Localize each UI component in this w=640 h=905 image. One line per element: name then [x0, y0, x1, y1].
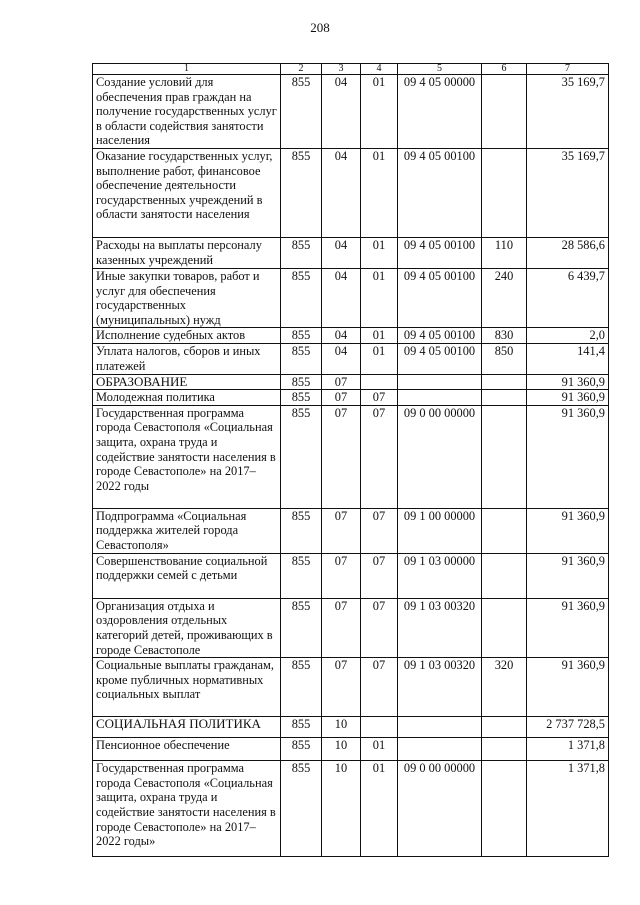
section-cell: 04	[322, 344, 361, 374]
table-row	[93, 238, 609, 269]
amount-cell: 141,4	[527, 344, 609, 374]
ministry-code-cell: 855	[281, 738, 322, 761]
column-number: 2	[281, 64, 322, 75]
expense-type-cell	[482, 390, 527, 406]
amount-cell: 91 360,9	[527, 598, 609, 657]
row-name-cell: Оказание государственных услуг, выполнение работ, финансовое обеспечение деятельности государственных учреждений в области занятости населения	[93, 149, 281, 238]
ministry-code-cell: 855	[281, 553, 322, 598]
table-row	[93, 508, 609, 553]
section-cell: 07	[322, 553, 361, 598]
subsection-cell: 01	[361, 149, 398, 238]
section-cell: 04	[322, 75, 361, 149]
row-name-cell: Уплата налогов, сборов и иных платежей	[93, 344, 281, 374]
amount-cell: 91 360,9	[527, 553, 609, 598]
table-row	[93, 405, 609, 508]
subsection-cell: 07	[361, 390, 398, 406]
amount-cell: 6 439,7	[527, 269, 609, 328]
subsection-cell: 01	[361, 75, 398, 149]
subsection-cell: 01	[361, 238, 398, 269]
ministry-code-cell: 855	[281, 598, 322, 657]
subsection-cell: 01	[361, 344, 398, 374]
subsection-cell: 01	[361, 761, 398, 857]
target-article-cell: 09 4 05 00100	[398, 269, 482, 328]
row-name-cell: ОБРАЗОВАНИЕ	[93, 374, 281, 390]
row-name-cell: Расходы на выплаты персоналу казенных учреждений	[93, 238, 281, 269]
target-article-cell: 09 1 03 00320	[398, 598, 482, 657]
ministry-code-cell: 855	[281, 761, 322, 857]
amount-cell: 91 360,9	[527, 405, 609, 508]
target-article-cell: 09 0 00 00000	[398, 761, 482, 857]
amount-cell: 28 586,6	[527, 238, 609, 269]
section-cell: 04	[322, 238, 361, 269]
expense-type-cell	[482, 553, 527, 598]
expense-type-cell: 320	[482, 658, 527, 717]
amount-cell: 91 360,9	[527, 390, 609, 406]
amount-cell: 1 371,8	[527, 738, 609, 761]
expense-type-cell	[482, 405, 527, 508]
table-row	[93, 717, 609, 738]
row-name-cell: Социальные выплаты гражданам, кроме публичных нормативных социальных выплат	[93, 658, 281, 717]
row-name-cell: Совершенствование социальной поддержки семей с детьми	[93, 553, 281, 598]
subsection-cell: 01	[361, 328, 398, 344]
expense-type-cell: 830	[482, 328, 527, 344]
ministry-code-cell: 855	[281, 149, 322, 238]
column-number: 1	[93, 64, 281, 75]
section-cell: 07	[322, 658, 361, 717]
section-cell: 07	[322, 598, 361, 657]
target-article-cell: 09 4 05 00100	[398, 149, 482, 238]
page-number: 208	[310, 20, 330, 35]
row-name-cell: Государственная программа города Севастополя «Социальная защита, охрана труда и содействие занятости населения в городе Севастополе» на 2017–2022 годы	[93, 405, 281, 508]
expense-type-cell	[482, 761, 527, 857]
table-row	[93, 269, 609, 328]
section-cell: 10	[322, 761, 361, 857]
table-row	[93, 149, 609, 238]
row-name-cell: СОЦИАЛЬНАЯ ПОЛИТИКА	[93, 717, 281, 738]
expense-type-cell	[482, 374, 527, 390]
expense-type-cell	[482, 149, 527, 238]
ministry-code-cell: 855	[281, 658, 322, 717]
section-cell: 04	[322, 149, 361, 238]
subsection-cell: 07	[361, 598, 398, 657]
row-name-cell: Молодежная политика	[93, 390, 281, 406]
subsection-cell: 07	[361, 658, 398, 717]
table-row	[93, 598, 609, 657]
ministry-code-cell: 855	[281, 405, 322, 508]
target-article-cell	[398, 738, 482, 761]
table-row	[93, 761, 609, 857]
ministry-code-cell: 855	[281, 390, 322, 406]
amount-cell: 1 371,8	[527, 761, 609, 857]
subsection-cell	[361, 374, 398, 390]
subsection-cell: 01	[361, 269, 398, 328]
target-article-cell: 09 4 05 00100	[398, 238, 482, 269]
ministry-code-cell: 855	[281, 717, 322, 738]
expense-type-cell: 240	[482, 269, 527, 328]
row-name-cell: Государственная программа города Севастополя «Социальная защита, охрана труда и содействие занятости населения в городе Севастополе» на 2017–2022 годы»	[93, 761, 281, 857]
amount-cell: 91 360,9	[527, 374, 609, 390]
expense-type-cell	[482, 738, 527, 761]
amount-cell: 2,0	[527, 328, 609, 344]
table-row	[93, 344, 609, 374]
section-cell: 10	[322, 717, 361, 738]
subsection-cell: 01	[361, 738, 398, 761]
target-article-cell	[398, 374, 482, 390]
row-name-cell: Организация отдыха и оздоровления отдельных категорий детей, проживающих в городе Севастополе	[93, 598, 281, 657]
row-name-cell: Создание условий для обеспечения прав граждан на получение государственных услуг в области содействия занятости населения	[93, 75, 281, 149]
column-number: 5	[398, 64, 482, 75]
section-cell: 07	[322, 405, 361, 508]
ministry-code-cell: 855	[281, 508, 322, 553]
row-name-cell: Подпрограмма «Социальная поддержка жителей города Севастополя»	[93, 508, 281, 553]
subsection-cell: 07	[361, 508, 398, 553]
row-name-cell: Исполнение судебных актов	[93, 328, 281, 344]
section-cell: 10	[322, 738, 361, 761]
ministry-code-cell: 855	[281, 374, 322, 390]
column-number: 4	[361, 64, 398, 75]
column-number-row	[93, 64, 609, 75]
target-article-cell	[398, 390, 482, 406]
expense-type-cell	[482, 75, 527, 149]
row-name-cell: Пенсионное обеспечение	[93, 738, 281, 761]
ministry-code-cell: 855	[281, 75, 322, 149]
amount-cell: 91 360,9	[527, 658, 609, 717]
section-cell: 04	[322, 328, 361, 344]
table-row	[93, 75, 609, 149]
ministry-code-cell: 855	[281, 328, 322, 344]
table-row	[93, 553, 609, 598]
expense-type-cell: 110	[482, 238, 527, 269]
amount-cell: 35 169,7	[527, 149, 609, 238]
table-row	[93, 738, 609, 761]
target-article-cell: 09 4 05 00000	[398, 75, 482, 149]
table-row	[93, 328, 609, 344]
expense-type-cell	[482, 508, 527, 553]
target-article-cell: 09 1 03 00000	[398, 553, 482, 598]
column-number: 7	[527, 64, 609, 75]
column-number: 6	[482, 64, 527, 75]
target-article-cell: 09 1 03 00320	[398, 658, 482, 717]
target-article-cell: 09 4 05 00100	[398, 328, 482, 344]
section-cell: 07	[322, 508, 361, 553]
target-article-cell: 09 4 05 00100	[398, 344, 482, 374]
ministry-code-cell: 855	[281, 344, 322, 374]
section-cell: 07	[322, 374, 361, 390]
expense-type-cell: 850	[482, 344, 527, 374]
table-row	[93, 658, 609, 717]
section-cell: 04	[322, 269, 361, 328]
target-article-cell	[398, 717, 482, 738]
target-article-cell: 09 0 00 00000	[398, 405, 482, 508]
amount-cell: 35 169,7	[527, 75, 609, 149]
table-row	[93, 374, 609, 390]
section-cell: 07	[322, 390, 361, 406]
target-article-cell: 09 1 00 00000	[398, 508, 482, 553]
expense-type-cell	[482, 717, 527, 738]
row-name-cell: Иные закупки товаров, работ и услуг для обеспечения государственных (муниципальных) нужд	[93, 269, 281, 328]
budget-table	[92, 63, 609, 857]
subsection-cell: 07	[361, 553, 398, 598]
amount-cell: 91 360,9	[527, 508, 609, 553]
expense-type-cell	[482, 598, 527, 657]
table-row	[93, 390, 609, 406]
ministry-code-cell: 855	[281, 238, 322, 269]
column-number: 3	[322, 64, 361, 75]
ministry-code-cell: 855	[281, 269, 322, 328]
amount-cell: 2 737 728,5	[527, 717, 609, 738]
subsection-cell	[361, 717, 398, 738]
subsection-cell: 07	[361, 405, 398, 508]
